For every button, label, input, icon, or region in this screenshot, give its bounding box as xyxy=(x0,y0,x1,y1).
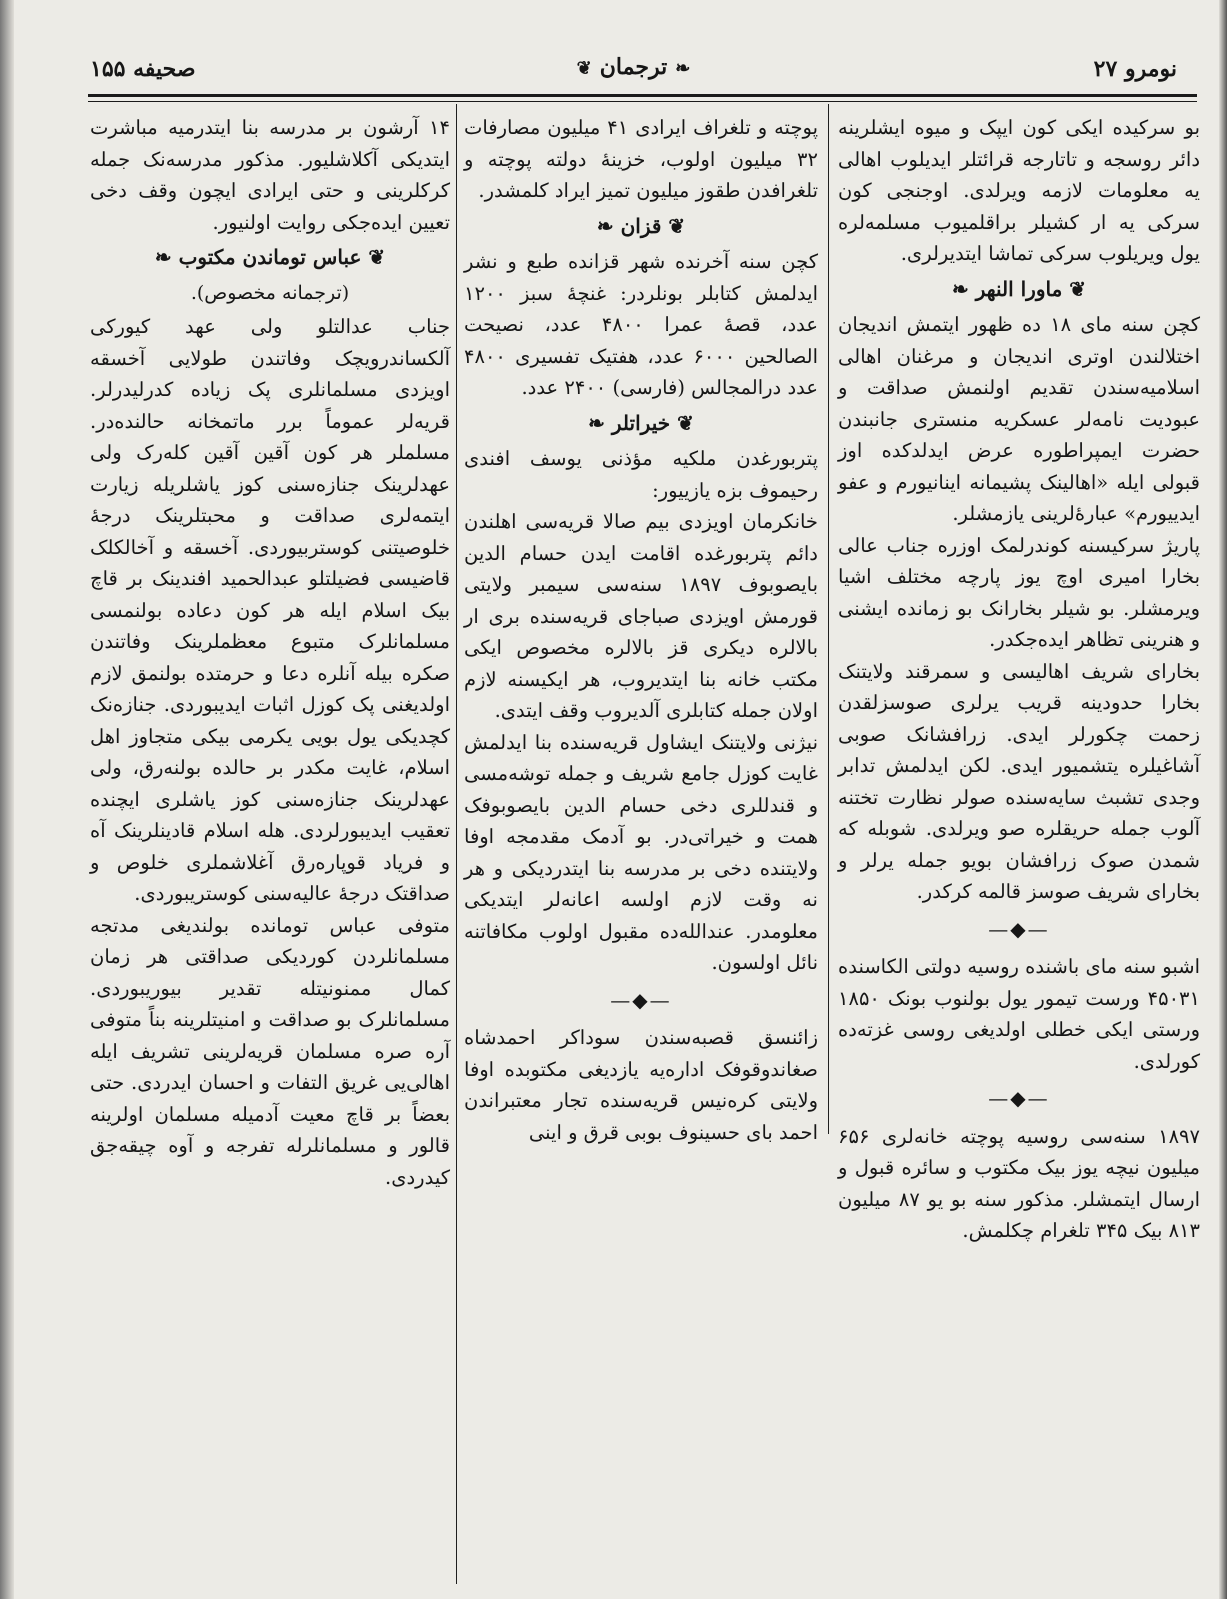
section-title: خیراتلر xyxy=(611,410,671,435)
ornament-icon: ❦ xyxy=(668,213,686,238)
page-number: صحیفه ۱۵۵ xyxy=(90,56,196,82)
ornament-icon: ❧ xyxy=(154,245,172,269)
issue-number: نومرو ۲۷ xyxy=(1093,56,1177,82)
ornament-icon: ❧ xyxy=(596,213,614,238)
article-paragraph: نیژنی ولایتنک ایشاول قریه‌سنده بنا ایدلمش غایت کوزل جامع شریف و جمله توشه‌مسی و قندللری دخی حسام الدین بایصوبوفک همت و خیراتی‌در. بو آدمک مقدمجه اوفا ولایتنده دخی بر مدرسه بنا ایتدردیکی و هر نه وقت لازم اولسه اعانه‌لر ایتدیکی معلومدر. عندالله‌ده مقبول اولوب مکافاتنه نائل اولسون. xyxy=(464,730,818,974)
article-paragraph: متوفی عباس تومانده بولندیغی مدتجه مسلمانلردن کوردیکی صداقتی هر زمان کمال ممنونیتله تقدیر بیوریبوردی. مسلمانلرک بو صداقت و امنیتلرینه بناً متوفی آره صره مسلمان قریه‌لرینی تشریف ایله اهالی‌یی غریق التفات و احسان ایدردی. حتی بعضاً بر قاچ معیت آدمیله مسلمان اولرینه قالور و مسلمانلرله تفرجه و آوه چیقه‌جق کیدردی. xyxy=(90,913,450,1189)
separator-ornament: —◆— xyxy=(610,987,672,1012)
page-header xyxy=(90,48,1177,88)
article-paragraph: ۱۸۹۷ سنه‌سی روسیه پوچته خانه‌لری ۶۵۶ میلیون نیچه یوز بیک مکتوب و سائره قبول و ارسال ایتمشلر. مذکور سنه بو یو ۸۷ میلیون ۸۱۳ بیک ۳۴۵ تلغرام چکلمش. xyxy=(838,1124,1200,1242)
article-paragraph: جناب عدالتلو ولی عهد کیورکی آلکساندرویچک وفاتندن طولایی آخسقه اویزدی مسلمانلری پک زیاده کدرلیدرلر. قریه‌لر عموماً برر ماتمخانه حالنده‌در. مسلملر هر کون آقین آقین کله‌رک ولی عهدلرینک جنازه‌سنی کوز یاشلریله زیارت ایتمه‌لری صداقت و محبتلرینک درجهٔ خلوصیتنی کوستربیوردی. آخسقه و آخالکلک قاضیسی فضیلتلو عبدالحمید افندینک بر قاچ بیک اسلام ایله هر کون دعاده بولنمسی مسلمانلرک متبوع معظملرینک وفاتندن صکره بیله آنلره دعا و حرمتده بولنمق لازم اولدیغنی پک کوزل اثبات ایدیبوردی. جنازه‌نک کچدیکی یول بویی یکرمی بیکی متجاوز اهل اسلام، غایت مکدر بر حالده بولنه‌رق، ولی عهدلرینک جنازه‌سنی کوز یاشلری ایچنده تعقیب ایدیبورلردی. هله اسلام قادینلرینک آه و فریاد قوپاره‌رق آغلاشملری خلوص و صداقتک درجهٔ عالیه‌سنی کوستریبوردی. xyxy=(90,315,450,905)
section-heading xyxy=(464,408,818,440)
ornament-icon: ❦ xyxy=(576,58,592,79)
article-paragraph: ۱۴ آرشون بر مدرسه بنا ایتدرمیه مباشرت ایتدیکی آکلاشلیور. مذکور مدرسه‌نک جمله کرکلرینی و حتی ایرادی‌ ایچون وقف دخی تعیین ایده‌جکی روایت اولنیور. xyxy=(90,116,450,234)
masthead-title: ترجمان xyxy=(599,54,668,80)
ornament-icon: ❦ xyxy=(368,245,386,269)
header-rule-thick xyxy=(88,94,1197,97)
ornament-icon: ❦ xyxy=(677,410,694,435)
section-heading xyxy=(838,274,1200,306)
article-paragraph: بو سرکیده ایکی کون ایپک و میوه ایشلرینه دائر روسجه و تاتارجه قرائتلر ایدیلوب اهالی یه معلومات لازمه ویرلدی. اوجنجی کون سرکی یه ار کشیلر براقلمیوب مسلمه‌لره یول ویریلوب سرکی تماشا ایتدیرلری. xyxy=(838,116,1200,265)
article-paragraph: بخارای شریف اهالیسی و سمرقند ولایتنک بخارا حدودینه قریب یرلری صوسزلقدن زحمت چکورلر ایدی. زرافشانک صوبی آشاغیلره یتشمیور ایدی. لکن ایدلمش تدابر وجدی تشبث سایه‌سنده صولر نظارت تختنه آلوب جمله حریقلره صو ویرلدی. شوبله که شمدن صوک زرافشان بویو جمله یرلر و بخارای شریف صوسز قالمه کرکدر. xyxy=(838,659,1200,903)
section-title: ماورا النهر xyxy=(975,276,1063,301)
header-rule-thin xyxy=(88,101,1197,102)
column-divider xyxy=(828,104,829,1134)
separator-ornament: —◆— xyxy=(988,916,1050,941)
ornament-icon: ❧ xyxy=(588,410,605,435)
section-heading xyxy=(90,242,450,274)
section-title: قزان xyxy=(620,213,662,238)
page-right-edge-shadow xyxy=(1219,0,1227,1599)
column-right xyxy=(838,112,1200,1472)
column-left xyxy=(90,112,450,1582)
section-subtitle: (ترجمانه مخصوص). xyxy=(190,281,350,304)
article-paragraph: کچن سنه مای ۱۸ ده ظهور ایتمش اندیجان اختلالندن اوتری اندیجان و مرغنان اهالی اسلامیه‌سندن تقدیم اولنمش صداقت و عبودیت نامه‌لر عسکریه منستری جانبندن حضرت ایمپراطوره عرض ایدلدکده اوز قبولی ایله «اهالینک پشیمانه اینانیورم و عفو ایدییورم» عبارهٔ‌لرینی یازمشلر. xyxy=(838,313,1201,525)
separator-ornament: —◆— xyxy=(988,1086,1050,1110)
article-paragraph: زائنسق قصبه‌سندن سوداکر احمدشاه صغاندوقوفک اداره‌یه یازدیغی مکتوبده اوفا ولایتی کره‌نیس قریه‌سنده تجار معتبراندن احمد بای حسینوف بوبی قرق و اینی xyxy=(464,1026,818,1144)
page-left-edge-shadow xyxy=(0,0,14,1599)
ornament-icon: ❧ xyxy=(951,276,969,301)
ornament-icon: ❦ xyxy=(1069,276,1087,301)
article-paragraph: پوچته و تلغراف ایرادی ۴۱ میلیون مصارفات ۳۲ میلیون اولوب، خزینهٔ دولته پوچته و تلغرافدن طقوز میلیون تمیز ایراد کلمشدر. xyxy=(464,116,818,202)
section-title: عباس توماندن مکتوب xyxy=(178,245,362,269)
column-middle xyxy=(464,112,818,1582)
article-paragraph: کچن سنه آخرنده شهر قزانده طبع و نشر ایدلمش کتابلر بونلردر: غنچهٔ سبز ۱۲۰۰ عدد، قصهٔ عمرا ۴۸۰۰ عدد، نصیحت الصالحین ۶۰۰۰ عدد، هفتیک تفسیری ۴۸۰۰ عدد درالمجالس (فارسی) ۲۴۰۰ عدد. xyxy=(464,250,818,399)
ornament-icon: ❧ xyxy=(675,58,691,79)
masthead xyxy=(90,54,1177,80)
article-paragraph: پاریژ سرکیسنه کوندرلمک اوزره جناب عالی بخارا امیری اوچ یوز پارچه مختلف اشیا ویرمشلر. بو شیلر بخارانک بو زمانده ایشنی و هنرینی تظاهر ایده‌جکدر. xyxy=(838,533,1200,651)
article-paragraph: خانکرمان اویزدی بیم صالا قریه‌سی اهلندن دائم پتربورغده اقامت ایدن حسام الدین بایصوبوف ۱۸۹۷ سنه‌سی سیمبر ولایتی قورمش اویزدی صباجای قریه‌سنده بری ار بالالره دیکری قز بالالره مخصوص ایکی مکتب خانه بنا ایتدیروب، هر ایکیسنه لازم اولان جمله کتابلری آلدیروب وقف ایتدی. xyxy=(464,510,818,722)
section-heading xyxy=(464,211,818,243)
column-divider xyxy=(456,104,457,1584)
article-paragraph: اشبو سنه مای باشنده روسیه دولتی الکاسنده ۴۵۰۳۱ ورست تیمور یول بولنوب بونک ۱۸۵۰ ورستی ایکی خطلی اولدیغی روسی غزته‌ده کورلدی. xyxy=(838,955,1200,1073)
article-paragraph: پتربورغدن ملکیه مؤذنی یوسف افندی رحیموف بزه یازییور: xyxy=(464,447,818,502)
